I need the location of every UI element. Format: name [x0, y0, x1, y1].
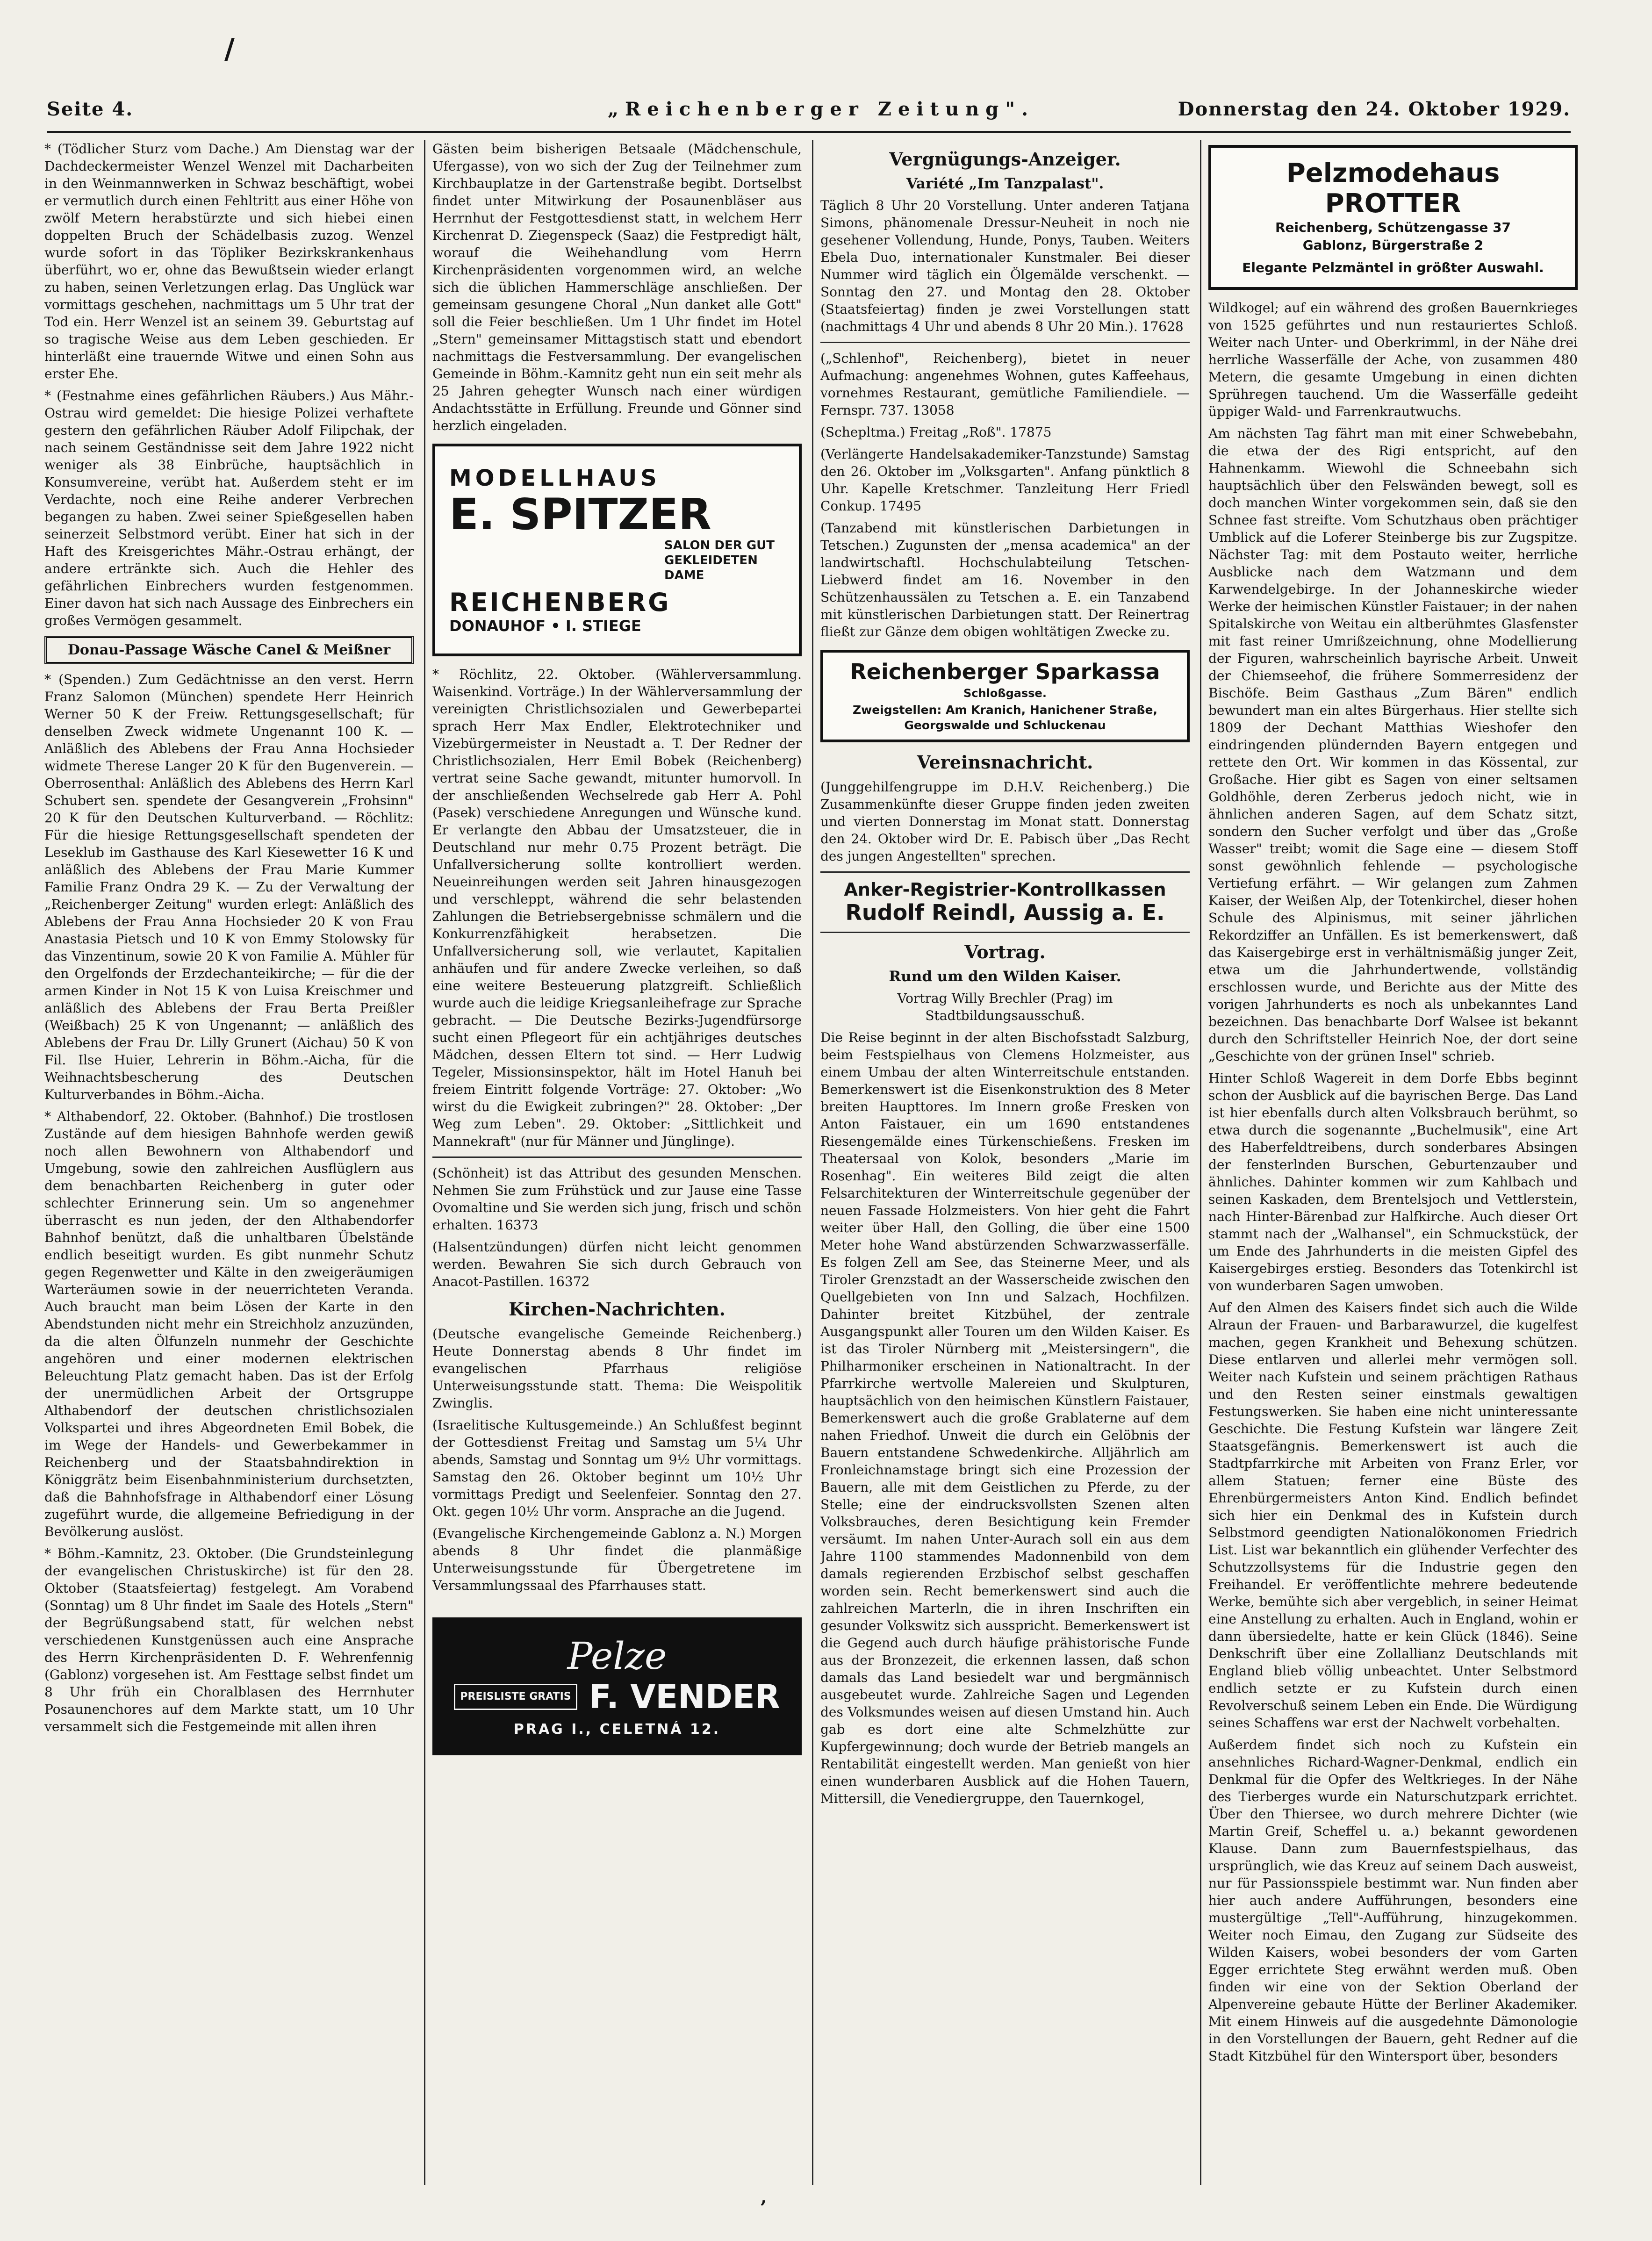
article-althabendorf: * Althabendorf, 22. Oktober. (Bahnhof.) Die trostlosen Zustände auf dem hiesigen Bahnhofe werden gewiß noch allen Bewohnern von Althabendorf und Umgebung, sowie den zahlreichen Ausflüglern aus dem benachbarten Reichenberg in guter oder schlechter Erinnerung sein. Um so angenehmer überrascht es nun jeden, der den Althabendorfer Bahnhof benützt, daß die unhaltbaren Übelstände endlich beseitigt wurden. Es gibt nunmehr Schutz gegen Regenwetter und Kälte in den zweigeräumigen Warteräumen sowie in der neuerrichteten Veranda. Auch braucht man beim Lösen der Karte in den Abendstunden nicht mehr ein Streichholz anzuzünden, da die alten Ölfunzeln nunmehr der Geschichte angehören und einer modernen elektrischen Beleuchtung Platz gemacht haben. Das ist der Erfolg der unermüdlichen Arbeit der Ortsgruppe Althabendorf der deutschen christlichsozialen Volkspartei und ihres Abgeordneten Emil Bobek, die im Wege der Handels- und Gewerbekammer in Reichenberg und der Staatsbahndirektion in Königgrätz beim Eisenbahnministerium durchsetzten, daß die Bahnhofsfrage in Althabendorf einer Lösung zugeführt wurde, die allgemeine Befriedigung in der Bevölkerung auslöst. [44, 1109, 414, 1539]
article-donations: * (Spenden.) Zum Gedächtnisse an den verst. Herrn Franz Salomon (München) spendete Herr Heinrich Werner 50 K der Freiw. Rettungsgesellschaft; für denselben Zweck widmete Ungenannt 100 K. — Anläßlich des Ablebens der Frau Anna Hochsieder widmete Therese Langer 20 K für den Bugenverein. — Oberrosenthal: Anläßlich des Ablebens des Herrn Karl Schubert sen. spendete der Gesangverein „Frohsinn" 20 K für den Deutschen Kulturverband. — Röchlitz: Für die hiesige Rettungsgesellschaft spendeten der Leseklub im Gasthause des Karl Kiesewetter 16 K und anläßlich des Ablebens der Frau Marie Kummer Familie Franz Ondra 29 K. — Zu der Verwaltung der „Reichenberger Zeitung" wurden erlegt: Anläßlich des Ablebens der Frau Anna Hochsieder 20 K von Frau Anastasia Pietsch und 10 K von Emmy Stolowsky für das Vinzentinum, sowie 20 K von Familie A. Mühler für den Orgelfonds der Erzdechanteikirche; — für die der armen Kinder in Not 15 K von Luisa Kreischmer und anläßlich des Ablebens der Frau Berta Preißler (Weißbach) 25 K von Ungenannt; — anläßlich des Ablebens der Frau Dr. Lilly Grunert (Aichau) 50 K von Fil. Ilse Huier, Lehrerin in Böhm.-Aicha, für die Weihnachtsbescherung des Deutschen Kulturverbandes in Böhm.-Aicha. [44, 672, 414, 1102]
column-2 [432, 140, 802, 2185]
notice-schepltma: (Schepltma.) Freitag „Roß". 17875 [820, 424, 1052, 440]
church-israelite: (Israelitische Kultusgemeinde.) An Schlußfest beginnt der Gottesdienst Freitag und Samstag um 5¼ Uhr abends, Samstag und Sonntag um 9½ Uhr vormittags. Samstag den 26. Oktober beginnt um 10½ Uhr vormittags Predigt und Seelenfeier. Sonntag den 27. Okt. gegen 10½ Uhr vorm. Ansprache an die Jugend. [432, 1417, 802, 1519]
issue-date: Donnerstag den 24. Oktober 1929. [1178, 98, 1571, 120]
church-evangelical: (Deutsche evangelische Gemeinde Reichenberg.) Heute Donnerstag abends 8 Uhr findet im evangelischen Pfarrhaus religiöse Unterweisungsstunde statt. Thema: Die Weispolitik Zwinglis. [432, 1326, 802, 1411]
ad-protter [1208, 145, 1578, 290]
ad-vender-name: F. VENDER [589, 1678, 780, 1716]
lecture-cont-3: Hinter Schloß Wagereit in dem Dorfe Ebbs beginnt schon der Ausblick auf die bayrischen Berge. Das Land ist hier ebenfalls durch alten Volksbrauch berühmt, so etwa durch die sogenannte „Buchelmusik", eine Art des Haberfeldtreibens, durch sonderbares Absingen der fensterlnden Burschen, Geburtenzauber und ähnliches. Dahinter kommen wir zum Kahlbach und seinen Kaskaden, dem Brentelsjoch und Vettlerstein, nach Hinter-Bärenbad zur Halfkirche. Auch dieser Ort stammt nach der „Walhansel", ein Schmuckstück, der um Ende des Jahrhunderts in die meisten Gipfel des Kaisergebirges erstieg. Besonders das Totenkirchl ist von wunderbaren Sagen umwoben. [1208, 1070, 1578, 1293]
divider [820, 871, 1190, 873]
lecture-cont-4: Auf den Almen des Kaisers findet sich auch die Wilde Alraun der Frauen- und Barbarawurzel, die kugelfest machen, gegen Krankheit und Behexung schützen. Diese entlarven und allerlei mehr vermögen soll. Weiter nach Kufstein und seinem prächtigen Rathaus und den Resten seiner einstmals gewaltigen Festungswerken. Sie haben eine nicht uninteressante Geschichte. Die Festung Kufstein war längere Zeit Staatsgefängnis. Bemerkenswert ist auch die Stadtpfarrkirche mit Arbeiten von Franz Erler, vor allem Statuen; ferner eine Büste des Ehrenbürgermeisters Anton Kind. Endlich befindet sich hier ein Denkmal des in Kufstein durch Selbstmord geendigten Nationalökonomen Friedrich List. List war bekanntlich ein glühender Verfechter des Schutzzollsystems für die Industrie gegen den Freihandel. Er veröffentlichte mehrere bedeutende Werke, bemühte sich aber vergeblich, in seiner Heimat eine Anstellung zu erhalten. Auch in England, wohin er dann übersiedelte, hatte er kein Glück (1846). Seine Denkschrift über eine Zollallianz Deutschlands mit England blieb völlig unbeachtet. Unter Selbstmord endlich setzte er zu Kufstein durch einen Revolverschuß seinem Leben ein Ende. Die Würdigung seines Schaffens war erst der Nachwelt vorbehalten. [1208, 1300, 1578, 1731]
column-rule [1200, 140, 1201, 2185]
divider [432, 1156, 802, 1158]
article-death-fall: * (Tödlicher Sturz vom Dache.) Am Dienstag war der Dachdeckermeister Wenzel Wenzel mit Dacharbeiten in den Weinmannwerken in Schwaz beschäftigt, wobei er vermutlich durch einen Fehltritt aus einer Höhe von zwölf Metern herabstürzte und sich hiebei einen doppelten Bruch der Schädelbasis zuzog. Wenzel wurde sofort in das Töpliker Bezirkskrankenhaus überführt, wo er, ohne das Bewußtsein wieder erlangt zu haben, seinen Verletzungen erlag. Das Unglück war vormittags geschehen, nachmittags um 5 Uhr trat der Tod ein. Herr Wenzel ist an seinem 39. Geburtstag auf so tragische Weise aus dem Leben geschieden. Er hinterläßt eine trauernde Witwe und einen Sohn aus erster Ehe. [44, 141, 414, 381]
ad-spitzer-address: DONAUHOF • I. STIEGE [449, 617, 641, 635]
ad-sparkassa-sub: Schloßgasse. [963, 687, 1047, 700]
notice-tetschen-dance: (Tanzabend mit künstlerischen Darbietungen in Tetschen.) Zugunsten der „mensa academica" an der landwirtschaftl. Hochschulabteilung Tetschen-Liebwerd findet am 16. November in den Schützenhaussälen zu Tetschen a. E. ein Tanzabend mit künstlerischen Darbietungen statt. Der Reinertrag fließt zur Gänze dem obigen wohltätigen Zwecke zu. [820, 520, 1190, 639]
ad-vender-badge: PREISLISTE GRATIS [454, 1684, 577, 1710]
section-lecture: Vortrag. [964, 941, 1046, 962]
article-robber-arrest: * (Festnahme eines gefährlichen Räubers.) Aus Mähr.-Ostrau wird gemeldet: Die hiesige Polizei verhaftete gestern den gefährlichen Räuber Adolf Filipchak, der nach seinem Geständnisse seit dem Jahre 1922 nicht weniger als 38 Einbrüche, hauptsächlich in Konsumvereine, verübt hat. Außerdem steht er im Verdachte, noch eine Reihe anderer Verbrechen begangen zu haben. Zwei seiner Spießgesellen haben seinerzeit Selbstmord verübt. Einer hat sich in der Haft des Kreisgerichtes Mähr.-Ostrau erhängt, der andere ertränkte sich. Auch die Hehler des gefährlichen Einbrechers wurden festgenommen. Einer davon hat sich nach Aussage des Einbrechers ein großes Vermögen gesammelt. [44, 388, 414, 628]
article-kamnitz-cont: Gästen beim bisherigen Betsaale (Mädchenschule, Ufergasse), von wo sich der Zug der Teilnehmer zum Kirchbauplatze in der Gartenstraße begibt. Dortselbst findet unter Mitwirkung der Posaunenbläser aus Herrnhut der Festgottesdienst statt, in welchem Herr Kirchenrat D. Ziegenspeck (Saaz) die Festpredigt hält, worauf die Weihehandlung vom Herrn Kirchenpräsidenten vorgenommen wird, an welche sich die üblichen Hammerschläge anschließen. Der gemeinsam gesungene Choral „Nun danket alle Gott" soll die Feier beschließen. Um 1 Uhr findet im Hotel „Stern" gemeinsamer Mittagstisch statt und ebendort nachmittags die Festversammlung. Der evangelischen Gemeinde in Böhm.-Kamnitz geht nun ein seit mehr als 25 Jahren gehegter Wunsch nach einer würdigen Andachtsstätte in Erfüllung. Freunde und Gönner sind herzlich eingeladen. [432, 141, 802, 433]
ad-anker: Anker-Registrier-Kontrollkassen [844, 879, 1166, 900]
lecture-byline: Vortrag Willy Brechler (Prag) im Stadtbildungsausschuß. [897, 991, 1113, 1023]
ad-protter-l3: Elegante Pelzmäntel in größter Auswahl. [1242, 260, 1544, 275]
lecture-cont-2: Am nächsten Tag fährt man mit einer Schwebebahn, die etwa der des Rigi entspricht, auf den Hahnenkamm. Wiewohl die Schneebahn sich hauptsächlich über den Felswänden bewegt, soll es doch manchen Winter vorgekommen sein, daß sie den Schnee fast streifte. Vom Schutzhaus oben prächtiger Umblick auf die Loferer Steinberge bis zur Zugspitze. Nächster Tag: mit dem Postauto weiter, herrliche Ausblicke nach dem Watzmann und dem Karwendelgebirge. In der Johanneskirche wieder Werke der heimischen Künstler Faistauer; in der nahen Spitalskirche von Weitau ein altberühmtes Glasfenster mit fast reiner Umrißzeichnung, ohne Modellierung der Figuren, wahrscheinlich bayrische Arbeit. Unweit der Chiemseehof, die frühere Sommerresidenz der Bischöfe. Beim Gasthaus „Zum Bären" endlich bewundert man ein altes Bürgerhaus. Hier stellte sich 1809 der Dechant Matthias Wieshofer den eindringenden plündernden Bayern entgegen und rettete den Ort. Wir kommen in das Kössental, zur Großache. Hier gibt es Sagen von einer seltsamen Goldhöhle, deren Zerberus jedoch nicht, wie in ähnlichen anderen Sagen, auf dem Schatz sitzt, sondern den Sucher verfolgt und über das „Große Wasser" treibt; womit die Sage eine — diesem Stoff sonst gewöhnlich fehlende — psychologische Vertiefung erfährt. — Wir gelangen zum Zahmen Kaiser, der Weißen Alp, der Totenkirchel, dieser hohen Schule des Alpinismus, mit seiner jährlichen Rekordziffer an Unfällen. Es ist bemerkenswert, daß das Kaisergebirge erst in verhältnismäßig junger Zeit, etwa um die Jahrhundertwende, vollständig erschlossen wurde, und Berichte aus der Mitte des vorigen Jahrhunderts es noch als unbekanntes Land bezeichnen. Das benachbarte Dorf Walsee ist bekannt durch den Schriftsteller Heinrich Noe, der dort seine „Geschichte von der grünen Insel" schrieb. [1208, 426, 1578, 1064]
notice-schlenhof: („Schlenhof", Reichenberg), bietet in neuer Aufmachung: angenehmes Wohnen, gutes Kaffeehaus, vornehmes Restaurant, gemütliche Familiendiele. — Fernspr. 737. 13058 [820, 351, 1190, 418]
divider [820, 342, 1190, 343]
column-3 [820, 140, 1190, 2185]
section-club-news: Vereinsnachricht. [917, 752, 1093, 773]
variety-title: Variété „Im Tanzpalast". [906, 175, 1104, 192]
column-1 [44, 140, 414, 2185]
ad-spitzer-top: MODELLHAUS [449, 465, 661, 491]
ad-vender-address: PRAG I., CELETNÁ 12. [513, 1721, 721, 1738]
column-rule [812, 140, 813, 2185]
masthead: „Reichenberger Zeitung". [608, 98, 1034, 120]
ad-spitzer-city: REICHENBERG [449, 588, 671, 617]
ad-reindl: Rudolf Reindl, Aussig a. E. [845, 900, 1165, 925]
divider [820, 932, 1190, 933]
ad-spitzer-name: E. SPITZER [449, 489, 711, 539]
scan-mark: / [224, 33, 235, 65]
notice-beauty: (Schönheit) ist das Attribut des gesunden Menschen. Nehmen Sie zum Frühstück und zur Jause eine Tasse Ovomaltine und Sie werden sich jung, frisch und schön erhalten. 16373 [432, 1165, 802, 1233]
column-4 [1208, 140, 1578, 2185]
lecture-title: Rund um den Wilden Kaiser. [889, 968, 1121, 985]
ad-sparkassa-branches: Zweigstellen: Am Kranich, Hanichener Straße, Georgswalde und Schluckenau [853, 703, 1157, 732]
church-gablonz: (Evangelische Kirchengemeinde Gablonz a. N.) Morgen abends 8 Uhr findet die planmäßige Unterweisungsstunde für Übergetretene im Versammlungssaal des Pfarrhauses statt. [432, 1526, 802, 1593]
section-entertainment: Vergnügungs-Anzeiger. [889, 149, 1121, 170]
variety-text: Täglich 8 Uhr 20 Vorstellung. Unter anderen Tatjana Simons, phänomenale Dressur-Neuheit in noch nie gesehener Vollendung, Hunde, Ponys, Tauben. Weiters Ebela Duo, internationaler Kunstmaler. Bei dieser Nummer wird täglich ein Ölgemälde verschenkt. — Sonntag den 27. und Montag den 28. Oktober (Staatsfeiertag) finden je zwei Vorstellungen statt (nachmittags 4 Uhr und abends 8 Uhr 20 Min.). 17628 [820, 198, 1190, 334]
notice-throat: (Halsentzündungen) dürfen nicht leicht genommen werden. Bewahren Sie sich durch Gebrauch von Anacot-Pastillen. 16372 [432, 1239, 802, 1289]
column-rule [424, 140, 425, 2185]
article-roechlitz: * Röchlitz, 22. Oktober. (Wählerversammlung. Waisenkind. Vorträge.) In der Wählerversammlung der vereinigten Christlichsozialen und Gewerbepartei sprach Herr Max Endler, Elektrotechniker und Vizebürgermeister in Neustadt a. T. Der Redner der Christlichsozialen, Herr Emil Bobek (Reichenberg) vertrat seine Sache gewandt, mitunter humorvoll. In der anschließenden Wechselrede gab Herr A. Pohl (Pasek) verschiedene Anregungen und Wünsche kund. Er verlangte den Abbau der Umsatzsteuer, die in Deutschland nur mehr 0.75 Prozent beträgt. Die Unfallversicherung sollte kontrolliert werden. Neueinreihungen werden seit Jahren hinausgezogen und verschleppt, während die sehr belastenden Zahlungen die Betriebsergebnisse schmälern und die Konkurrenzfähigkeit herabsetzen. Die Unfallversicherung soll, wie verlautet, Kapitalien anhäufen und für andere Zwecke verleihen, so daß eine weitere Besteuerung platzgreift. Schließlich wurde auch die leidige Kriegsanleihefrage zur Sprache gebracht. — Die Deutsche Bezirks-Jugendfürsorge sucht einen Pflegeort für ein achtjähriges deutsches Mädchen, dessen Eltern tot sind. — Herr Ludwig Tegeler, Missionsinspektor, hält im Hotel Hanuh bei freiem Eintritt folgende Vorträge: 27. Oktober: „Wo wirst du die Ewigkeit zubringen?" 28. Oktober: „Der Weg zum Leben". 29. Oktober: „Sittlichkeit und Mannekraft" (nur für Männer und Jünglinge). [432, 667, 802, 1149]
ad-protter-name: Pelzmodehaus PROTTER [1286, 158, 1500, 219]
club-notice: (Junggehilfengruppe im D.H.V. Reichenberg.) Die Zusammenkünfte dieser Gruppe finden jeden zweiten und vierten Donnerstag im Monat statt. Donnerstag den 24. Oktober wird Dr. E. Pabisch über „Das Recht des jungen Angestellten" sprechen. [820, 779, 1190, 864]
ad-vender-title: Pelze [567, 1634, 667, 1678]
ad-sparkassa-name: Reichenberger Sparkassa [850, 659, 1160, 684]
page-number: Seite 4. [47, 98, 134, 120]
ad-donau-passage: Donau-Passage Wäsche Canel & Meißner [44, 636, 414, 664]
ad-protter-l1: Reichenberg, Schützengasse 37 [1275, 220, 1511, 235]
lecture-text: Die Reise beginnt in der alten Bischofsstadt Salzburg, beim Festspielhaus von Clemens Holzmeister, aus einem Umbau der alten Winterreitschule entstanden. Bemerkenswert ist die Eisenkonstruktion des 8 Meter breiten Haupttores. Im Innern große Fresken von Anton Faistauer, ein um 1690 entstandenes Riesengemälde eines Türkenschießens. Fresken im Theatersaal von Kolok, besonders „Marie im Rosenhag". Ein weiteres Bild zeigt die alten Felsarchitekturen der Winterreitschule gegenüber der neuen Fassade Holzmeisters. Von hier geht die Fahrt weiter über Hall, den Golling, die über eine 1500 Meter hohe Wand abstürzenden Schwarzwasserfälle. Es folgen Zell am See, das Steinerne Meer, und als Tiroler Grenzstadt an der Wasserscheide zwischen den Quellgebieten von Inn und Salzach, Hochfilzen. Dahinter breitet Kitzbühel, der zentrale Ausgangspunkt aller Touren um den Wilden Kaiser. Es ist das Tiroler Nürnberg mit „Meistersingern", die Philharmoniker erscheinen in Nationaltracht. In der Pfarrkirche wertvolle Malereien und Skulpturen, hauptsächlich von den heimischen Künstlern Faistauer, Bemerkenswert auch die große Grablaterne auf dem nahen Friedhof. Unweit die durch ein Gelöbnis der Bauern entstandene Schwedenkirche. Alljährlich am Fronleichnamstage bringt sich eine Prozession der Bauern, alle mit dem Geistlichen zu Pferde, zu der Stelle; eine der eindrucksvollsten Szenen alten Volksbrauches, deren Besichtigung kein Fremder versäumt. Im nahen Unter-Aurach soll ein aus dem Jahre 1100 stammendes Madonnenbild von dem damals regierenden Erzbischof selbst geschaffen worden sein. Recht bemerkenswert sind auch die zahlreichen Marterln, die in ihren Inschriften ein gesunder Volkswitz sich ausspricht. Bemerkenswert ist die Gegend auch durch häufige prähistorische Funde aus der Bronzezeit, die erkennen lassen, daß schon damals das Land besiedelt war und bergmännisch ausgebeutet wurde. Zahlreiche Sagen und Legenden des Volksmundes weisen auf diesen Umstand hin. Auch gab es dort eine alte Schmelzhütte zur Kupfergewinnung; doch wurde der Betrieb mangels an Rentabilität eingestellt werden. Man genießt von hier einen wunderbaren Ausblick auf die Hohen Tauern, Mittersill, die Venediergruppe, den Tauernkogel, [820, 1030, 1190, 1806]
ad-sparkassa [820, 650, 1190, 742]
lecture-cont-1: Wildkogel; auf ein während des großen Bauernkrieges von 1525 geführtes und nun restauriertes Schloß. Weiter nach Unter- und Oberkrimml, in der Nähe drei herrliche Wasserfälle der Ache, von zusammen 480 Metern, die gesamte Umgebung in einen dichten Sprühregen tauchend. Um die Wasserfälle gedeiht üppiger Wald- und Farrenkrautwuchs. [1208, 300, 1578, 419]
section-church-news: Kirchen-Nachrichten. [509, 1299, 725, 1320]
notice-dance-lesson: (Verlängerte Handelsakademiker-Tanzstunde) Samstag den 26. Oktober im „Volksgarten". Anfang pünktlich 8 Uhr. Kapelle Kretschmer. Tanzleitung Herr Friedl Conkup. 17495 [820, 446, 1190, 514]
ad-protter-l2: Gablonz, Bürgerstraße 2 [1302, 237, 1484, 253]
lecture-cont-5: Außerdem findet sich noch zu Kufstein ein ansehnliches Richard-Wagner-Denkmal, endlich ein Denkmal für die Opfer des Weltkrieges. In der Nähe des Tierberges wurde ein Naturschutzpark errichtet. Über den Thiersee, wo durch mehrere Dichter (wie Martin Greif, Scheffel u. a.) bekannt gewordenen Klause. Dann zum Bauernfestspielhaus, das ursprünglich, wie das Kreuz auf seinem Dach ausweist, nur für Passionsspiele bestimmt war. Nun finden aber hier auch andere Aufführungen, besonders eine mustergültige „Tell"-Aufführung, hinzugekommen. Weiter noch Eimau, den Zugang zur Südseite des Wilden Kaisers, wobei besonders der vom Garten Egger errichtete Steg erwähnt werden muß. Oben finden wir eine von der Sektion Oberland der Alpenvereine gebaute Hütte der Berliner Akademiker. Mit einem Hinweis auf die ausgedehnte Dämonologie in den Vorstellungen der Bauern, geht Redner auf die Stadt Kitzbühel für den Wintersport über, besonders [1208, 1737, 1578, 2064]
page-header [47, 89, 1571, 133]
ad-vender-furs [432, 1617, 802, 1755]
scan-mark: ʼ [760, 2197, 766, 2219]
article-boehm-kamnitz: * Böhm.-Kamnitz, 23. Oktober. (Die Grundsteinlegung der evangelischen Christuskirche) ist für den 28. Oktober (Staatsfeiertag) festgelegt. Am Vorabend (Sonntag) um 8 Uhr findet im Saale des Hotels „Stern" der Begrüßungsabend statt, für welchen nebst verschiedenen Kunstgenüssen auch eine Ansprache des Herrn Kirchenpräsidenten D. F. Wehrenfennig (Gablonz) vorgesehen ist. Am Festtage selbst findet um 8 Uhr früh ein Choralblasen des Herrnhuter Posaunenchores auf dem Markte statt, um 10 Uhr versammelt sich die Festgemeinde mit allen ihren [44, 1546, 414, 1734]
ad-spitzer-salon: SALON DER GUT GEKLEIDETEN DAME [664, 539, 775, 582]
ad-modellhaus-spitzer [432, 444, 802, 656]
